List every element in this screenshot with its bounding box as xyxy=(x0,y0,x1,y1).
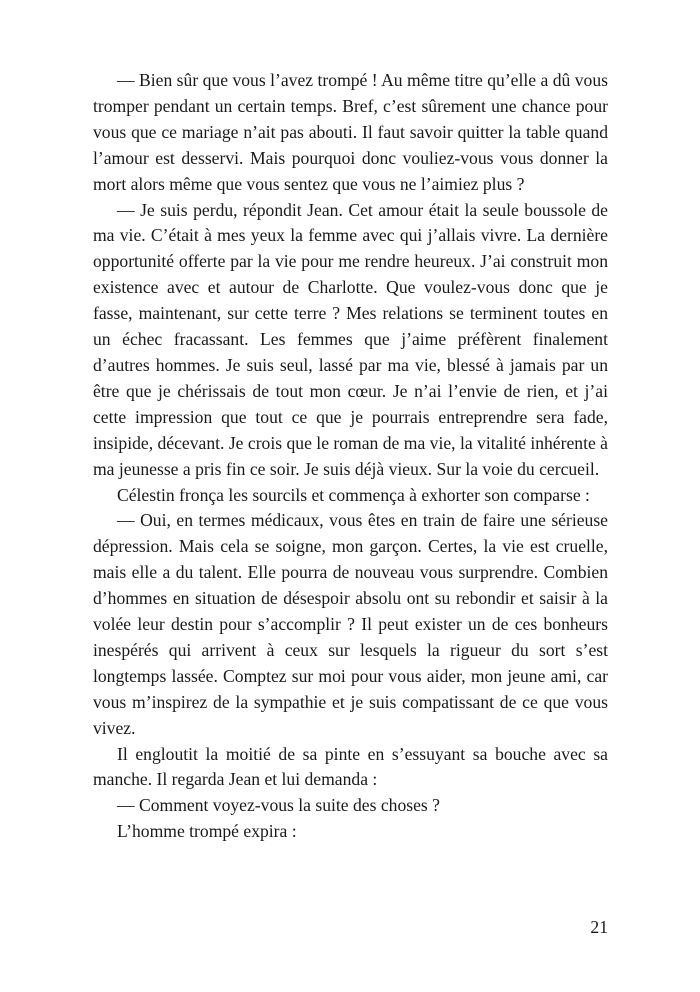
page-number: 21 xyxy=(590,917,608,937)
paragraph: L’homme trompé expira : xyxy=(117,821,297,842)
body-text xyxy=(93,68,608,845)
paragraph: — Oui, en termes médicaux, vous êtes en train de faire une sérieuse dépression. Mais cela se soigne, mon garçon. Certes, la vie est cruelle, mais elle a du talent. Elle pourra de nouveau vous surprendre. Combien d’hommes en situation de désespoir absolu ont su rebondir et saisir à la volée leur destin pour s’accomplir ? Il peut exister un de ces bonheurs inespérés qui arrivent à ceux sur lesquels la rigueur du sort s’est longtemps lassée. Comptez sur moi pour vous aider, mon jeune ami, car vous m’inspirez de la sympathie et je suis compatissant de ce que vous vivez. xyxy=(93,510,608,738)
paragraph: Il engloutit la moitié de sa pinte en s’essuyant sa bouche avec sa manche. Il regarda Jean et lui demanda : xyxy=(93,743,608,790)
paragraph: Célestin fronça les sourcils et commença à exhorter son comparse : xyxy=(117,484,590,505)
paragraph: — Bien sûr que vous l’avez trompé ! Au même titre qu’elle a dû vous tromper pendant un certain temps. Bref, c’est sûrement une chance pour vous que ce mariage n’ait pas abouti. Il faut savoir quitter la table quand l’amour est desservi. Mais pourquoi donc vouliez-vous vous donner la mort alors même que vous sentez que vous ne l’aimiez plus ? xyxy=(93,70,608,194)
paragraph: — Comment voyez-vous la suite des choses ? xyxy=(117,795,440,816)
paragraph: — Je suis perdu, répondit Jean. Cet amour était la seule boussole de ma vie. C’était à mes yeux la femme avec qui j’allais vivre. La dernière opportunité offerte par la vie pour me rendre heureux. J’ai construit mon existence avec et autour de Charlotte. Que voulez-vous donc que je fasse, maintenant, sur cette terre ? Mes relations se terminent toutes en un échec fracassant. Les femmes que j’aime préfèrent finalement d’autres hommes. Je suis seul, lassé par ma vie, blessé à jamais par un être que je chérissais de tout mon cœur. Je n’ai l’envie de rien, et j’ai cette impression que tout ce que je pourrais entreprendre sera fade, insipide, décevant. Je crois que le roman de ma vie, la vitalité inhérente à ma jeunesse a pris fin ce soir. Je suis déjà vieux. Sur la voie du cercueil. xyxy=(93,199,608,479)
